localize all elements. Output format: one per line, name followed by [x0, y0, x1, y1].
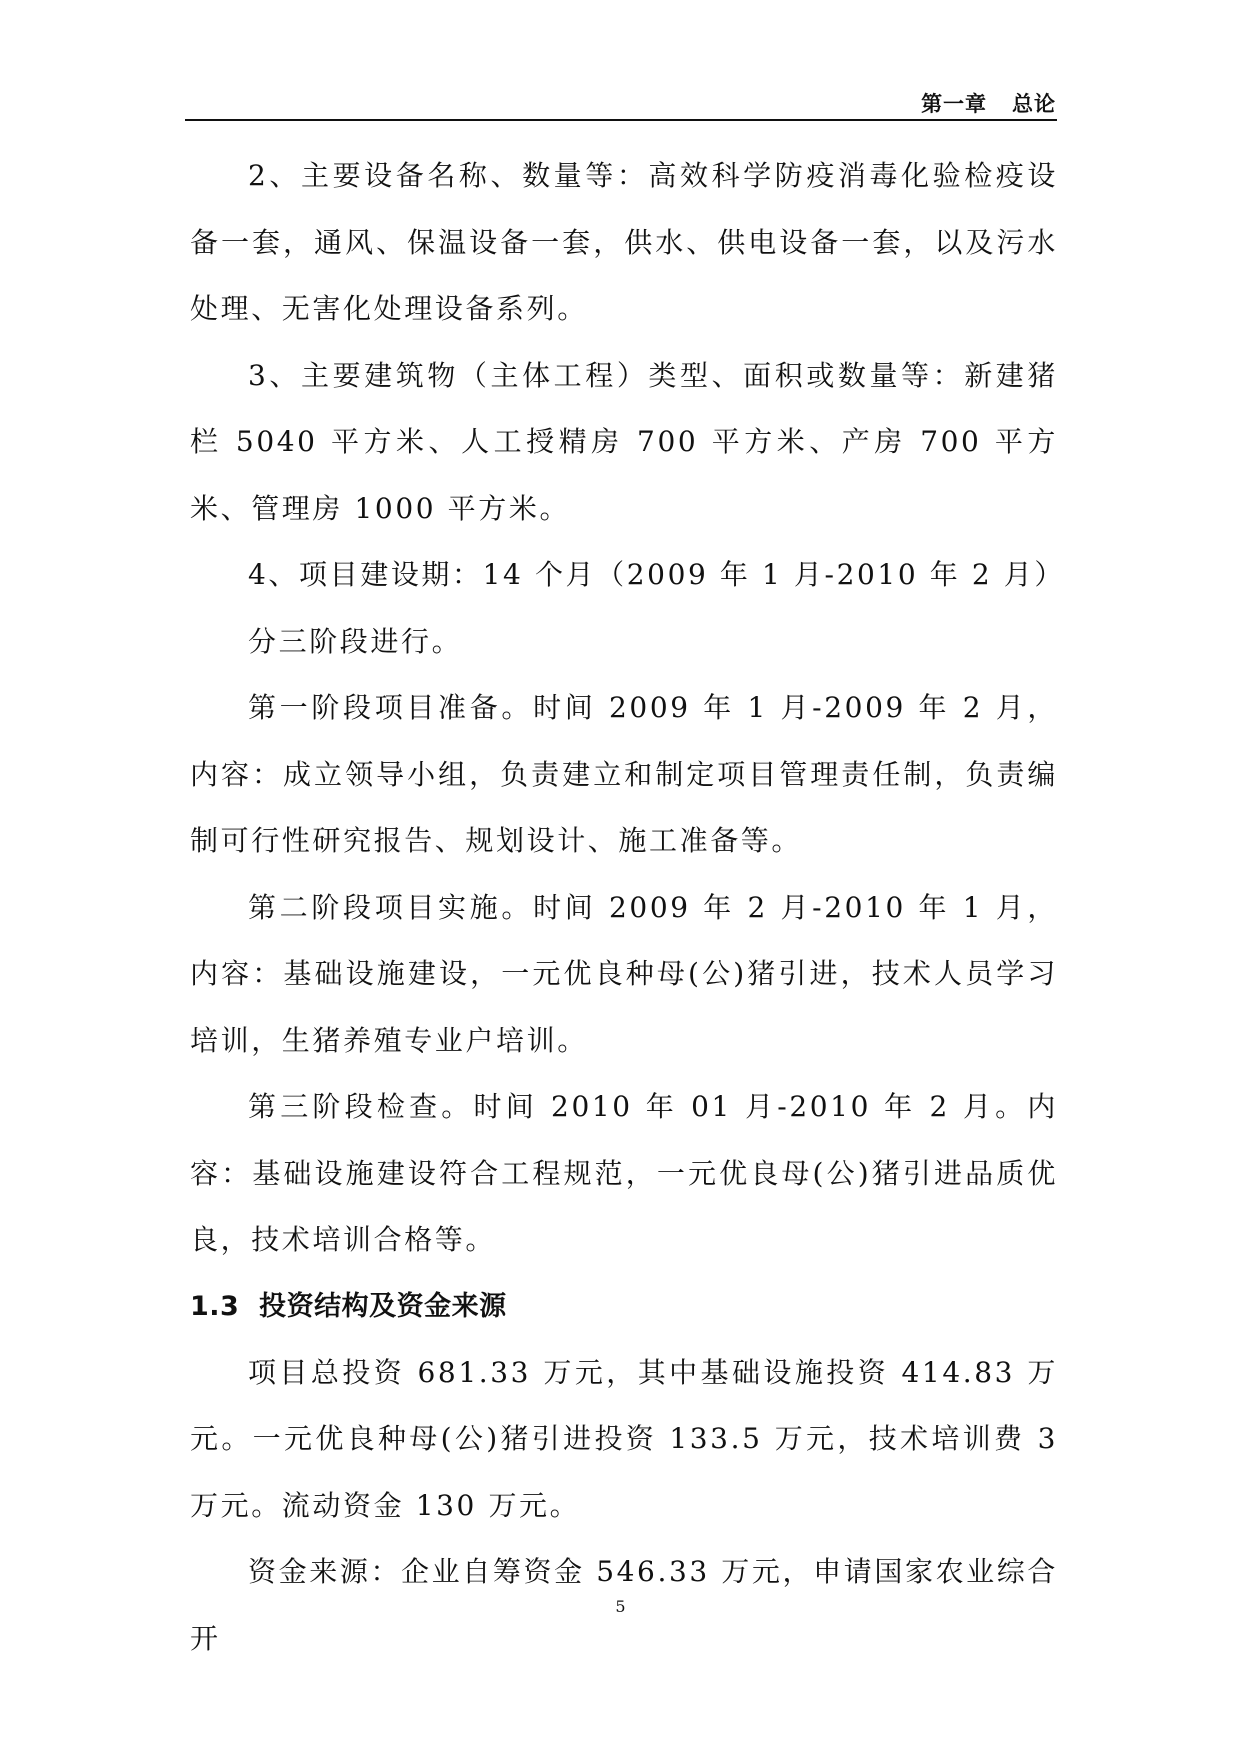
paragraph-funding-source: 资金来源：企业自筹资金 546.33 万元，申请国家农业综合开 [190, 1555, 1058, 1655]
section-number: 1.3 [190, 1290, 240, 1322]
page-number: 5 [615, 1597, 626, 1616]
header-divider [185, 119, 1057, 121]
paragraph-construction-period: 4、项目建设期：14 个月（2009 年 1 月-2010 年 2 月） [248, 558, 1065, 591]
section-title: 投资结构及资金来源 [259, 1290, 507, 1322]
running-header [0, 88, 1056, 118]
paragraph-buildings: 3、主要建筑物（主体工程）类型、面积或数量等：新建猪栏 5040 平方米、人工授精房 700 平方米、产房 700 平方米、管理房 1000 平方米。 [190, 358, 1058, 525]
paragraph-stage-one: 第一阶段项目准备。时间 2009 年 1 月-2009 年 2 月，内容：成立领导小组，负责建立和制定项目管理责任制，负责编制可行性研究报告、规划设计、施工准备等。 [190, 691, 1058, 857]
header-title: 总论 [1012, 92, 1056, 116]
paragraph-stage-three: 第三阶段检查。时间 2010 年 01 月-2010 年 2 月。内容：基础设施建设符合工程规范，一元优良母(公)猪引进品质优良，技术培训合格等。 [190, 1090, 1058, 1256]
page-body [190, 143, 1065, 1672]
section-heading [190, 1274, 1058, 1340]
paragraph-equipment: 2、主要设备名称、数量等：高效科学防疫消毒化验检疫设备一套，通风、保温设备一套，供水、供电设备一套，以及污水处理、无害化处理设备系列。 [190, 159, 1058, 325]
paragraph-three-stages: 分三阶段进行。 [248, 624, 463, 658]
header-chapter: 第一章 [921, 92, 988, 116]
paragraph-stage-two: 第二阶段项目实施。时间 2009 年 2 月-2010 年 1 月，内容：基础设施建设，一元优良种母(公)猪引进，技术人员学习培训，生猪养殖专业户培训。 [190, 890, 1058, 1057]
paragraph-total-investment: 项目总投资 681.33 万元，其中基础设施投资 414.83 万元。一元优良种母(公)猪引进投资 133.5 万元，技术培训费 3 万元。流动资金 130 万元。 [190, 1355, 1058, 1522]
